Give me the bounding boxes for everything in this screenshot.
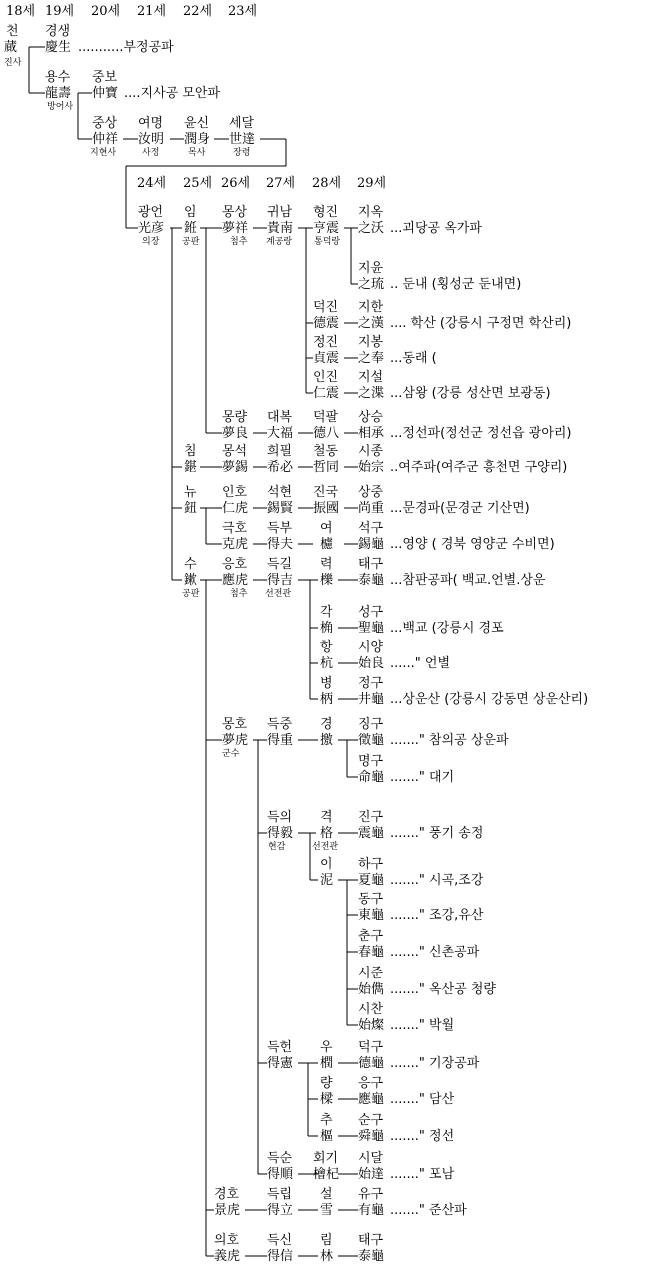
person-title: 군수 [222,749,240,759]
branch-label: ......." 참의공 상운파 [390,733,509,748]
person-hanja: 東龜 [358,908,385,923]
person-romanized: 림 [320,1233,333,1248]
person-hanja: 希必 [267,460,294,475]
person-romanized: 득신 [267,1233,293,1248]
person-romanized: 응구 [358,1076,384,1091]
branch-label: ...........부정공파 [78,40,174,55]
person-hanja: 大福 [267,426,294,441]
person-romanized: 인진 [313,370,339,385]
person-romanized: 항 [320,640,333,655]
person-hanja: 銋 [184,221,198,236]
person-romanized: 덕팔 [313,410,339,425]
person-hanja: 得立 [267,1203,294,1218]
person-romanized: 시찬 [358,1002,384,1017]
person-hanja: 貞震 [313,351,340,366]
person-romanized: 병 [320,676,333,691]
person-romanized: 인호 [222,485,248,500]
branch-label: ......." 대기 [390,770,455,785]
branch-label: ...동래 ( [390,351,437,366]
person-romanized: 형진 [313,205,339,220]
person-romanized: 득중 [267,717,293,732]
person-hanja: 德震 [313,316,340,331]
person-romanized: 경생 [45,24,71,39]
person-title: 장령 [233,148,251,158]
person-title: 의장 [142,237,160,247]
person-hanja: 克虎 [222,537,249,552]
person-romanized: 진구 [358,810,384,825]
person-title: 선전관 [265,589,292,599]
person-title: 지현사 [90,148,117,158]
person-hanja: 樞 [320,1129,334,1144]
person-hanja: 桷 [320,621,334,636]
person-hanja: 泰龜 [358,1249,385,1264]
person-romanized: 득헌 [267,1040,293,1055]
person-hanja: 之渫 [358,386,385,401]
person-romanized: 지설 [358,370,384,385]
person-hanja: 振國 [313,501,340,516]
person-romanized: 대복 [267,410,293,425]
branch-label: ....지사공 모안파 [124,86,221,101]
person-romanized: 중상 [92,116,118,131]
person-romanized: 응호 [222,557,248,572]
person-hanja: 聖龜 [358,621,385,636]
person-romanized: 득의 [267,810,293,825]
person-hanja: 得信 [267,1249,294,1264]
person-romanized: 시준 [358,966,384,981]
person-hanja: 鏉 [184,573,198,588]
branch-label: ......." 포남 [390,1167,455,1182]
person-hanja: 義虎 [214,1249,241,1264]
person-romanized: 정구 [358,676,384,691]
person-romanized: 몽호 [222,717,248,732]
person-title: 계공랑 [266,237,293,247]
branch-label: ......." 시곡,조강 [390,873,484,888]
branch-label: ......." 기장공파 [390,1056,480,1071]
person-hanja: 鍖 [184,460,198,475]
header-29: 29세 [357,176,387,191]
person-hanja: 潤身 [184,132,211,147]
branch-label: ...삼왕 (강릉 성산면 보광동) [390,386,551,401]
person-hanja: 樑 [320,1092,334,1107]
branch-label: ......." 조강,유산 [390,908,484,923]
branch-label: ......." 준산파 [390,1203,467,1218]
person-hanja: 格 [320,826,334,841]
person-hanja: 命龜 [358,770,385,785]
person-hanja: 春龜 [358,945,385,960]
person-hanja: 得重 [267,733,294,748]
person-romanized: 설 [320,1187,333,1202]
person-romanized: 석구 [358,521,384,536]
person-hanja: 德龜 [358,1056,385,1071]
person-hanja: 檜杞 [313,1167,340,1182]
person-romanized: 태구 [358,1233,384,1248]
person-hanja: 泥 [320,873,334,888]
person-romanized: 윤신 [184,116,210,131]
person-hanja: 光彦 [138,221,165,236]
person-romanized: 량 [320,1076,333,1091]
header-28: 28세 [312,176,342,191]
header-23: 23세 [228,4,258,19]
person-romanized: 여 [320,521,333,536]
person-romanized: 하구 [358,857,384,872]
person-hanja: 夢錫 [222,460,249,475]
person-romanized: 몽량 [222,410,248,425]
person-romanized: 석현 [267,485,293,500]
person-hanja: 汝明 [138,132,165,147]
person-romanized: 각 [320,605,333,620]
person-hanja: 世達 [229,132,256,147]
person-hanja: 錫龜 [358,537,385,552]
branch-label: .. 둔내 (횡성군 둔내면) [390,277,522,292]
person-hanja: 景虎 [214,1203,241,1218]
branch-label: ......." 신촌공파 [390,945,480,960]
person-hanja: 得夫 [267,537,294,552]
person-romanized: 징구 [358,717,384,732]
person-romanized: 추 [320,1113,333,1128]
header-18: 18세 [6,4,36,19]
person-title: 공판 [182,589,200,599]
person-hanja: 尚重 [358,501,385,516]
person-hanja: 之沃 [358,221,385,236]
person-romanized: 득부 [267,521,293,536]
person-hanja: 得毅 [267,826,294,841]
person-romanized: 침 [184,444,197,459]
person-hanja: 得順 [267,1167,294,1182]
person-hanja: 德八 [313,426,340,441]
person-hanja: 貴南 [267,221,294,236]
person-hanja: 相承 [358,426,385,441]
person-hanja: 柄 [320,692,334,707]
person-hanja: 泰龜 [358,573,385,588]
person-hanja: 仲祥 [92,132,119,147]
person-romanized: 순구 [358,1113,384,1128]
person-title: 공판 [182,237,200,247]
person-romanized: 격 [320,810,333,825]
person-romanized: 수 [184,557,197,572]
branch-label: ...정선파(정선군 정선읍 광아리) [390,426,572,441]
person-hanja: 徵龜 [358,733,385,748]
person-romanized: 여명 [138,116,164,131]
person-romanized: 지한 [358,300,384,315]
person-hanja: 仲寶 [92,86,119,101]
person-romanized: 동구 [358,892,384,907]
person-hanja: 之奉 [358,351,385,366]
branch-label: ...상운산 (강릉시 강동면 상운산리) [390,692,589,707]
person-romanized: 태구 [358,557,384,572]
header-24: 24세 [137,176,167,191]
person-hanja: 雪 [320,1203,334,1218]
person-romanized: 유구 [358,1187,384,1202]
branch-label: ...괴당공 옥가파 [390,221,482,236]
person-hanja: 之琉 [358,277,385,292]
branch-label: ...백교 (강릉시 경포 [390,621,504,636]
person-hanja: 得憲 [267,1056,294,1071]
person-hanja: 櫟 [320,573,334,588]
person-romanized: 극호 [222,521,248,536]
person-romanized: 뉴 [184,485,197,500]
person-hanja: 林 [320,1249,334,1264]
person-romanized: 득길 [267,557,293,572]
person-romanized: 용수 [45,70,71,85]
header-25: 25세 [183,176,213,191]
person-title: 진사 [4,58,22,68]
person-romanized: 상승 [358,410,384,425]
person-hanja: 櫖 [320,537,334,552]
person-romanized: 상중 [358,485,384,500]
person-hanja: 震龜 [358,826,385,841]
person-hanja: 有龜 [358,1203,385,1218]
branch-label: ......." 담산 [390,1092,455,1107]
header-19: 19세 [45,4,75,19]
person-romanized: 지윤 [358,261,384,276]
person-romanized: 시양 [358,640,384,655]
person-title: 현감 [268,842,286,852]
person-romanized: 희필 [267,444,293,459]
person-romanized: 춘구 [358,929,384,944]
person-hanja: 鈕 [184,501,198,516]
person-hanja: 始燦 [358,1018,385,1033]
person-romanized: 경호 [214,1187,240,1202]
person-hanja: 慶生 [45,40,72,55]
person-title: 사정 [142,148,160,158]
person-hanja: 夢虎 [222,733,249,748]
person-romanized: 몽상 [222,205,248,220]
person-hanja: 仁震 [313,386,340,401]
branch-label: ......." 정선 [390,1129,455,1144]
branch-label: ...문경파(문경군 기산면) [390,501,530,516]
person-romanized: 덕진 [313,300,339,315]
person-hanja: 哲同 [313,460,340,475]
person-romanized: 정진 [313,335,339,350]
person-hanja: 之漢 [358,316,385,331]
person-romanized: 덕구 [358,1040,384,1055]
person-romanized: 경 [320,717,333,732]
person-romanized: 우 [320,1040,333,1055]
person-hanja: 始儁 [358,982,385,997]
person-title: 방어사 [47,102,74,112]
person-romanized: 의호 [214,1233,240,1248]
person-romanized: 지옥 [358,205,384,220]
person-romanized: 몽석 [222,444,248,459]
branch-label: ...영양 ( 경북 영양군 수비면) [390,537,555,552]
person-hanja: 蕆 [4,40,18,55]
branch-label: ......." 박월 [390,1018,455,1033]
header-26: 26세 [221,176,251,191]
person-hanja: 錫賢 [267,501,294,516]
person-title: 목사 [188,148,206,158]
header-21: 21세 [137,4,167,19]
branch-label: .... 학산 (강릉시 구정면 학산리) [390,316,572,331]
branch-label: ......." 풍기 송정 [390,826,484,841]
person-romanized: 득립 [267,1187,293,1202]
person-romanized: 광언 [138,205,164,220]
person-title: 첨추 [230,589,248,599]
person-romanized: 임 [184,205,197,220]
person-hanja: 仁虎 [222,501,249,516]
person-hanja: 亨震 [313,221,340,236]
header-20: 20세 [91,4,121,19]
person-hanja: 得吉 [267,573,294,588]
person-hanja: 始達 [358,1167,385,1182]
person-hanja: 撽 [320,733,334,748]
person-romanized: 이 [320,857,333,872]
person-hanja: 始良 [358,656,385,671]
person-romanized: 력 [320,557,333,572]
person-hanja: 杭 [320,656,334,671]
person-hanja: 橍 [320,1056,334,1071]
person-romanized: 시종 [358,444,384,459]
person-romanized: 천 [6,24,19,39]
person-romanized: 세달 [229,116,255,131]
person-romanized: 시달 [358,1151,384,1166]
header-22: 22세 [183,4,213,19]
person-romanized: 진국 [313,485,339,500]
person-romanized: 득순 [267,1151,293,1166]
person-romanized: 명구 [358,754,384,769]
person-hanja: 龍壽 [45,86,72,101]
branch-label: ......" 언별 [390,656,451,671]
branch-label: ...참판공파( 백교.언별.상운 [390,573,546,588]
person-romanized: 중보 [92,70,118,85]
header-27: 27세 [266,176,296,191]
person-romanized: 지봉 [358,335,384,350]
person-title: 첨추 [230,237,248,247]
person-hanja: 井龜 [358,692,385,707]
person-romanized: 회기 [313,1151,339,1166]
person-hanja: 始宗 [358,460,385,475]
person-romanized: 귀남 [267,205,293,220]
person-hanja: 應虎 [222,573,249,588]
branch-label: ......." 옥산공 청량 [390,982,496,997]
person-hanja: 舜龜 [358,1129,385,1144]
person-hanja: 應龜 [358,1092,385,1107]
person-hanja: 夢祥 [222,221,249,236]
person-hanja: 夢良 [222,426,249,441]
person-title: 통덕랑 [314,237,341,247]
person-hanja: 夏龜 [358,873,385,888]
person-romanized: 성구 [358,605,384,620]
person-romanized: 철동 [313,444,339,459]
branch-label: ..여주파(여주군 흥천면 구양리) [390,460,568,475]
person-title: 선전관 [312,842,339,852]
